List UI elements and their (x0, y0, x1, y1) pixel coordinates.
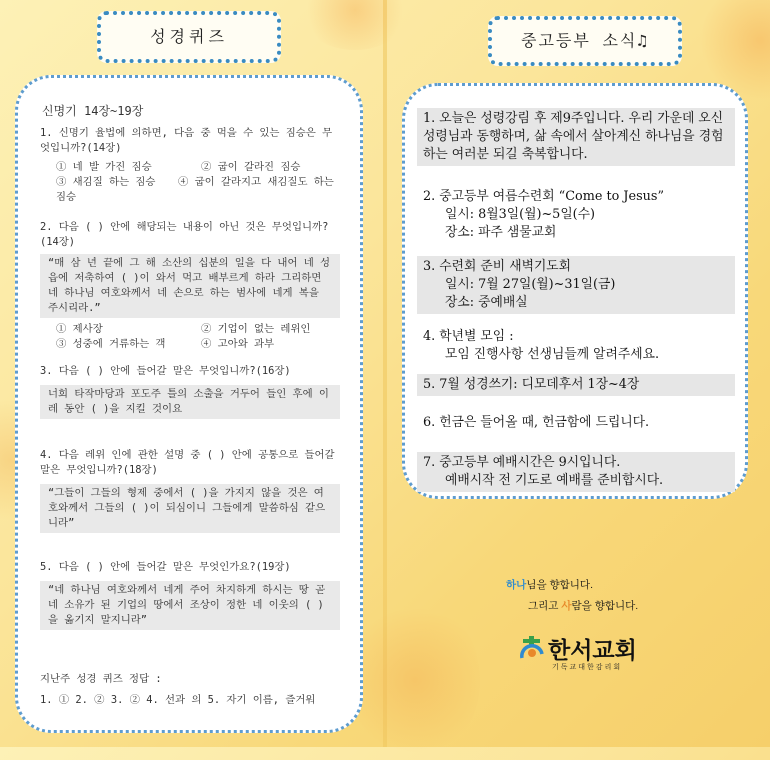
quiz-question-2: 2. 다음 ( ) 안에 해당되는 내용이 아닌 것은 무엇입니까?(14장) “매 삼 년 끝에 그 해 소산의 십분의 일을 다 내어 네 성읍에 저축하여 ( )이 와서 먹고 배부르게 하라 그리하면 네 하나님 여호와께서 네 손으로 하는 범사에 네게 복을 주시리라.” ① 제사장 ② 기업이 없는 레위인 ③ 성중에 거류하는 객 ④ 고아와 과부 (40, 220, 340, 352)
quiz-option: ④ 굽이 갈라지고 새김질도 하는 짐승 (56, 176, 334, 203)
news-item-7: 7. 중고등부 예배시간은 9시입니다. 예배시작 전 기도로 예배를 준비합시다. (417, 452, 735, 492)
quiz-option: ③ 성중에 거류하는 객 (56, 338, 166, 350)
quiz-question-4: 4. 다음 레위 인에 관한 설명 중 ( ) 안에 공통으로 들어갈 말은 무엇입니까?(18장) “그들이 그들의 형제 중에서 ( )을 가지지 않을 것은 여호와께서 그들의 ( )이 되심이니 그들에게 말씀하심 같으니라” (40, 448, 340, 535)
news-item-6: 6. 헌금은 들어올 때, 헌금함에 드립니다. (423, 415, 650, 430)
news-item-3: 3. 수련회 준비 새벽기도회 일시: 7월 27일(월)~31일(금) 장소: 중예배실 (417, 256, 735, 314)
quiz-option: ② 기업이 없는 레위인 (201, 323, 311, 335)
quiz-question-5: 5. 다음 ( ) 안에 들어갈 말은 무엇인가요?(19장) “네 하나님 여호와께서 네게 주어 차지하게 하시는 땅 곧 네 소유가 된 기업의 땅에서 조상이 정한 네 이웃의 ( )을 옮기지 말지니라” (40, 560, 340, 632)
bible-quiz-title: 성경퀴즈 (97, 11, 281, 63)
quiz-option: ① 제사장 (56, 323, 103, 335)
news-item-1: 1. 오늘은 성령강림 후 제9주입니다. 우리 가운데 오신 성령님과 동행하며, 삶 속에서 살아계신 하나님을 경험하는 여러분 되길 축복합니다. (417, 108, 735, 166)
news-item-2: 2. 중고등부 여름수련회 “Come to Jesus” 일시: 8월3일(월)~5일(수) 장소: 파주 샘물교회 (423, 189, 665, 240)
church-name: 한서교회 (548, 638, 637, 664)
quiz-quote: 너희 타작마당과 포도주 틀의 소출을 거두어 들인 후에 이레 동안 ( )을 지킬 것이요 (40, 385, 340, 419)
flower-decoration (350, 600, 480, 760)
youth-news-title: 중고등부 소식♫ (488, 16, 682, 66)
quiz-quote: “매 삼 년 끝에 그 해 소산의 십분의 일을 다 내어 네 성읍에 저축하여 ( )이 와서 먹고 배부르게 하라 그리하면 네 하나님 여호와께서 네 손으로 하는 범사에 네게 복을 주시리라.” (40, 254, 340, 318)
quiz-option: ④ 고아와 과부 (201, 338, 275, 350)
quiz-quote: “네 하나님 여호와께서 네게 주어 차지하게 하시는 땅 곧 네 소유가 된 기업의 땅에서 조상이 정한 네 이웃의 ( )을 옮기지 말지니라” (40, 581, 340, 630)
quiz-section-title: 신명기 14장~19장 (42, 104, 144, 118)
church-motto-1: 하나님을 향합니다. (506, 579, 593, 591)
quiz-option: ③ 새김질 하는 짐승 (56, 176, 156, 188)
quiz-panel (15, 75, 363, 733)
news-item-4: 4. 학년별 모임 : 모임 진행사항 선생님들께 알려주세요. (423, 329, 660, 362)
quiz-quote: “그들이 그들의 형제 중에서 ( )을 가지지 않을 것은 여호와께서 그들의 ( )이 되심이니 그들에게 말씀하심 같으니라” (40, 484, 340, 533)
quiz-option: ① 네 발 가진 짐승 (56, 161, 152, 173)
quiz-question-3: 3. 다음 ( ) 안에 들어갈 말은 무엇입니까?(16장) 너희 타작마당과 포도주 틀의 소출을 거두어 들인 후에 이레 동안 ( )을 지킬 것이요 (40, 364, 340, 421)
church-denomination: 기독교대한감리회 (552, 663, 623, 671)
church-emblem-icon (520, 636, 544, 662)
news-panel (402, 83, 748, 499)
news-item-5: 5. 7월 성경쓰기: 디모데후서 1장~4장 (417, 374, 735, 396)
quiz-question-1: 1. 신명기 율법에 의하면, 다음 중 먹을 수 있는 짐승은 무엇입니까?(14장) ① 네 발 가진 짐승 ② 굽이 갈라진 짐승 ③ 새김질 하는 짐승 ④ 굽이 갈라지고 새김질도 하는 짐승 (40, 126, 340, 205)
church-motto-2: 그리고 사람을 향합니다. (528, 600, 639, 612)
flower-decoration (300, 0, 410, 50)
quiz-answers: 지난주 성경 퀴즈 정답 : 1. ① 2. ② 3. ② 4. 선과 의 5. 자기 이름, 즐거워 (40, 673, 316, 706)
quiz-option: ② 굽이 갈라진 짐승 (201, 161, 301, 173)
